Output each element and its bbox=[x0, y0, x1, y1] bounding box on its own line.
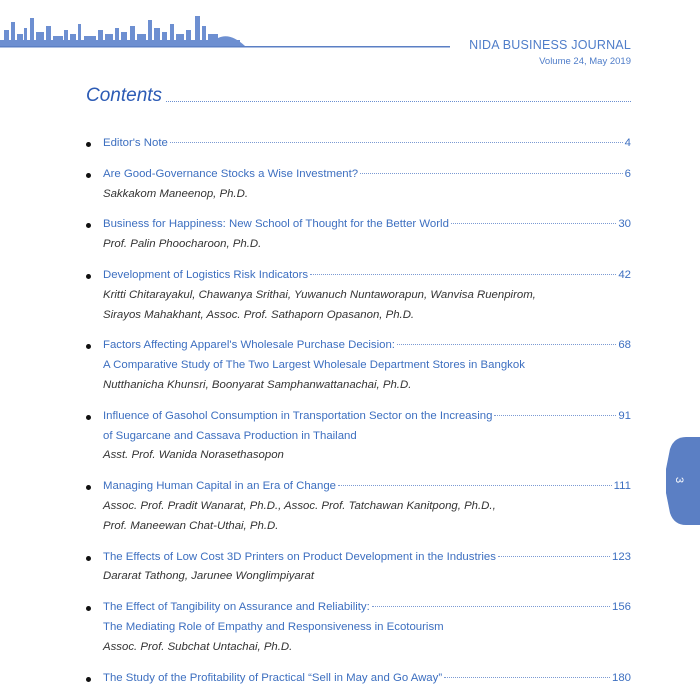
table-of-contents bbox=[86, 134, 631, 699]
toc-title[interactable]: Business for Happiness: New School of Thought for the Better World bbox=[103, 218, 449, 231]
toc-page-number[interactable]: 30 bbox=[618, 218, 631, 231]
toc-title-line bbox=[103, 598, 631, 618]
toc-title[interactable]: The Effect of Tangibility on Assurance and Reliability: bbox=[103, 601, 370, 614]
bullet-icon bbox=[86, 415, 91, 420]
toc-title-line bbox=[103, 165, 631, 185]
toc-page-number[interactable]: 4 bbox=[624, 137, 631, 149]
journal-volume: Volume 24, May 2019 bbox=[539, 56, 631, 67]
bullet-icon bbox=[86, 142, 91, 147]
toc-title[interactable]: Editor's Note bbox=[103, 137, 168, 149]
heading-leader-dots bbox=[166, 101, 631, 102]
city-skyline-decoration bbox=[0, 12, 460, 52]
leader-dots bbox=[360, 173, 623, 174]
toc-page-number[interactable]: 123 bbox=[611, 550, 631, 563]
toc-entry[interactable] bbox=[86, 477, 631, 536]
bullet-icon bbox=[86, 485, 91, 490]
bullet-icon bbox=[86, 677, 91, 682]
journal-title: NIDA BUSINESS JOURNAL bbox=[469, 38, 631, 52]
toc-entry[interactable] bbox=[86, 598, 631, 657]
toc-title[interactable]: The Study of the Profitability of Practical “Sell in May and Go Away” bbox=[103, 671, 443, 684]
toc-page-number[interactable]: 6 bbox=[624, 167, 631, 180]
toc-page-number[interactable]: 180 bbox=[611, 671, 631, 684]
leader-dots bbox=[338, 485, 612, 486]
toc-page-number[interactable]: 91 bbox=[618, 409, 631, 422]
toc-title-line bbox=[103, 266, 631, 286]
leader-dots bbox=[170, 142, 623, 143]
bullet-icon bbox=[86, 556, 91, 561]
leader-dots bbox=[397, 344, 616, 345]
toc-entry[interactable] bbox=[86, 215, 631, 255]
contents-heading: Contents bbox=[86, 85, 163, 106]
leader-dots bbox=[494, 415, 616, 416]
bullet-icon bbox=[86, 223, 91, 228]
toc-authors: Sakkakom Maneenop, Ph.D. bbox=[103, 187, 248, 200]
toc-page-number[interactable]: 68 bbox=[618, 339, 631, 352]
toc-title-line bbox=[103, 215, 631, 235]
toc-title-line bbox=[103, 336, 631, 356]
toc-title[interactable]: The Effects of Low Cost 3D Printers on Product Development in the Industries bbox=[103, 550, 496, 563]
bullet-icon bbox=[86, 274, 91, 279]
leader-dots bbox=[372, 606, 610, 607]
toc-title[interactable]: Factors Affecting Apparel's Wholesale Purchase Decision: bbox=[103, 339, 395, 352]
toc-authors: Nutthanicha Khunsri, Boonyarat Samphanwattanachai, Ph.D. bbox=[103, 378, 412, 391]
toc-title-line bbox=[103, 477, 631, 497]
bullet-icon bbox=[86, 173, 91, 178]
toc-authors: Assoc. Prof. Subchat Untachai, Ph.D. bbox=[103, 640, 293, 653]
toc-entry[interactable] bbox=[86, 336, 631, 395]
toc-authors: Sirayos Mahakhant, Assoc. Prof. Sathaporn Opasanon, Ph.D. bbox=[103, 308, 415, 321]
toc-entry[interactable] bbox=[86, 134, 631, 154]
toc-authors: Dararat Tathong, Jarunee Wonglimpiyarat bbox=[103, 570, 315, 583]
toc-page-number[interactable]: 156 bbox=[611, 601, 631, 614]
leader-dots bbox=[444, 677, 610, 678]
toc-entry[interactable] bbox=[86, 266, 631, 325]
toc-authors: Kritti Chitarayakul, Chawanya Srithai, Yuwanuch Nuntaworapun, Wanvisa Ruenpirom, bbox=[103, 288, 536, 301]
leader-dots bbox=[310, 274, 616, 275]
toc-title[interactable]: Development of Logistics Risk Indicators bbox=[103, 268, 309, 281]
leader-dots bbox=[498, 556, 610, 557]
leader-dots bbox=[451, 223, 616, 224]
toc-entry[interactable] bbox=[86, 669, 631, 689]
toc-title-continuation[interactable]: of Sugarcane and Cassava Production in Thailand bbox=[103, 429, 357, 442]
toc-title[interactable]: Influence of Gasohol Consumption in Transportation Sector on the Increasing bbox=[103, 409, 493, 422]
toc-title-line bbox=[103, 407, 631, 427]
toc-entry[interactable] bbox=[86, 407, 631, 466]
toc-page-number[interactable]: 111 bbox=[613, 480, 631, 493]
contents-heading-row bbox=[86, 86, 631, 105]
bullet-icon bbox=[86, 344, 91, 349]
bullet-icon bbox=[86, 606, 91, 611]
toc-entry[interactable] bbox=[86, 165, 631, 205]
toc-title-continuation[interactable]: The Mediating Role of Empathy and Responsiveness in Ecotourism bbox=[103, 620, 444, 633]
toc-page-number[interactable]: 42 bbox=[618, 268, 631, 281]
toc-authors: Prof. Maneewan Chat-Uthai, Ph.D. bbox=[103, 519, 279, 532]
toc-title-line bbox=[103, 669, 631, 689]
toc-title-line bbox=[103, 134, 631, 154]
toc-authors: Assoc. Prof. Pradit Wanarat, Ph.D., Assoc. Prof. Tatchawan Kanitpong, Ph.D., bbox=[103, 499, 496, 512]
toc-authors: Prof. Palin Phoocharoon, Ph.D. bbox=[103, 238, 262, 251]
toc-entry[interactable] bbox=[86, 548, 631, 588]
page-number: 3 bbox=[673, 476, 686, 484]
toc-title-line bbox=[103, 548, 631, 568]
toc-title-continuation[interactable]: A Comparative Study of The Two Largest Wholesale Department Stores in Bangkok bbox=[103, 359, 525, 372]
toc-title[interactable]: Are Good-Governance Stocks a Wise Investment? bbox=[103, 167, 359, 180]
toc-authors: Asst. Prof. Wanida Norasethasopon bbox=[103, 449, 284, 462]
toc-title[interactable]: Managing Human Capital in an Era of Change bbox=[103, 480, 337, 493]
